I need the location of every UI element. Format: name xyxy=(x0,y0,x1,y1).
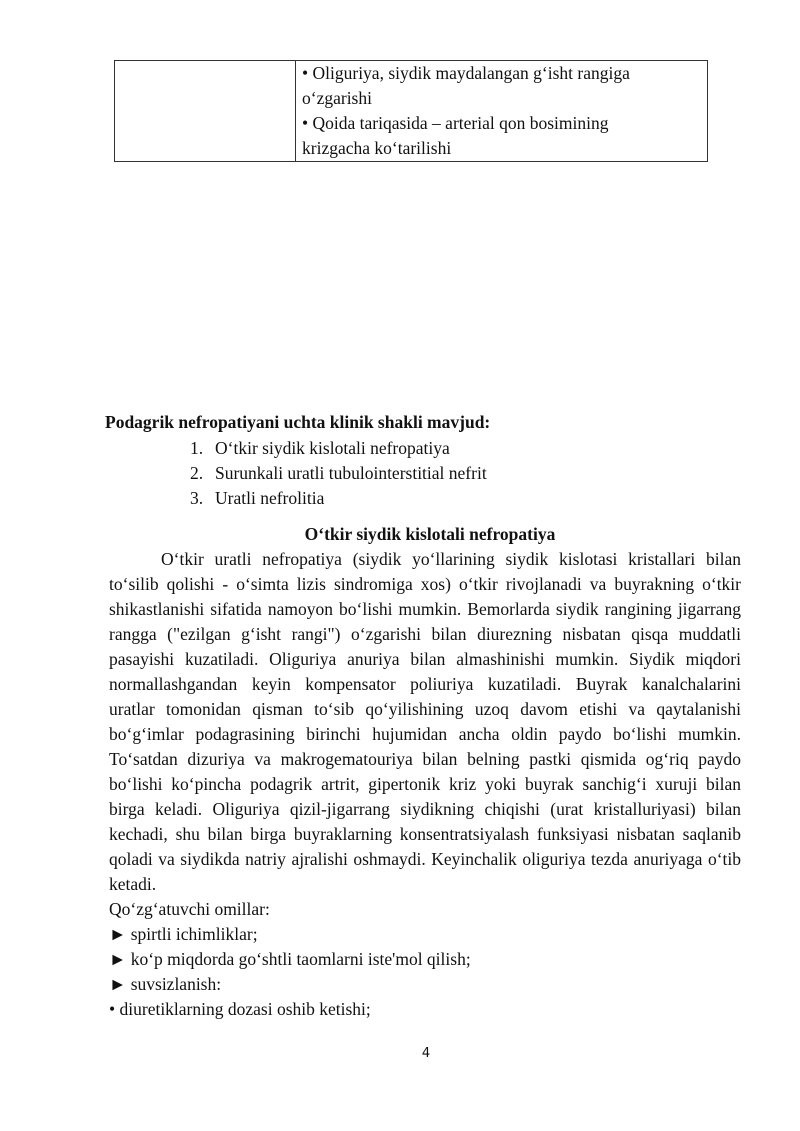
list-item-text: Uratli nefrolitia xyxy=(215,488,325,508)
paragraph-line: shikastlanishi sifatida namoyon bo‘lishi mumkin. Bemorlarda siydik rangining jigarrang xyxy=(109,599,741,619)
paragraph-line: uratlar tomonidan qisman to‘sib qo‘yilishining uzoq davom etishi va qaytalanishi xyxy=(109,699,741,719)
paragraph-line: to‘silib qolishi - o‘simta lizis sindromiga xos) o‘tkir rivojlanadi va buyrakning o‘tkir xyxy=(109,574,741,594)
paragraph-line: birga keladi. Oliguriya qizil-jigarrang siydikning chiqishi (urat kristalluriyasi) bilan xyxy=(109,799,741,819)
list-item: ► spirtli ichimliklar; xyxy=(109,924,258,944)
list-item-number: 1. xyxy=(190,438,204,458)
subsection-title: O‘tkir siydik kislotali nefropatiya xyxy=(304,524,556,544)
table-cell-line: o‘zgarishi xyxy=(302,88,372,108)
paragraph-line: kechadi, shu bilan birga buyraklarning konsentratsiyalash funksiyasi nisbatan saqlanib xyxy=(109,824,741,844)
paragraph-line: normallashgandan keyin kompensator poliuriya kuzatiladi. Buyrak kanalchalarini xyxy=(109,674,741,694)
paragraph-line: qoladi va siydikda natriy ajralishi oshmaydi. Keyinchalik oliguriya tezda anuriyaga o‘tib xyxy=(109,849,741,869)
paragraph-line: bo‘g‘imlar podagrasining birinchi hujumidan ancha oldin paydo bo‘lishi mumkin. xyxy=(109,724,741,744)
clinical-forms-list xyxy=(190,436,487,511)
table-cell-line: krizgacha ko‘tarilishi xyxy=(302,138,452,158)
list-item-text: Surunkali uratli tubulointerstitial nefrit xyxy=(215,463,487,483)
paragraph-line: To‘satdan dizuriya va makrogematouriya bilan belning pastki qismida og‘riq paydo xyxy=(109,749,741,769)
paragraph-line: bo‘lishi ko‘pincha podagrik artrit, gipertonik kriz yoki buyrak sanchig‘i xuruji bilan xyxy=(109,774,741,794)
table-cell-right xyxy=(296,61,708,162)
symptom-table xyxy=(114,60,708,162)
list-item: ► ko‘p miqdorda go‘shtli taomlarni iste'mol qilish; xyxy=(109,949,471,969)
table-cell-line: • Oliguriya, siydik maydalangan g‘isht rangiga xyxy=(302,63,630,83)
list-item-text: O‘tkir siydik kislotali nefropatiya xyxy=(215,438,450,458)
list-item: ► suvsizlanish: xyxy=(109,974,222,994)
page-number: 4 xyxy=(421,1046,431,1061)
paragraph-line: pasayishi kuzatiladi. Oliguriya anuriya bilan almashinishi mumkin. Siydik miqdori xyxy=(109,649,741,669)
list-item: • diuretiklarning dozasi oshib ketishi; xyxy=(109,999,371,1019)
table-cell-line: • Qoida tariqasida – arterial qon bosimining xyxy=(302,113,609,133)
list-item-number: 2. xyxy=(190,463,204,483)
paragraph-line: rangga ("ezilgan g‘isht rangi") o‘zgarishi bilan diurezning nisbatan qisqa muddatli xyxy=(109,624,741,644)
table-cell-left xyxy=(115,61,296,162)
list-item xyxy=(190,486,487,511)
list-item xyxy=(190,436,487,461)
factors-title: Qo‘zg‘atuvchi omillar: xyxy=(109,899,270,919)
body-paragraph xyxy=(109,547,741,897)
table-row xyxy=(115,61,708,162)
paragraph-line: ketadi. xyxy=(109,874,157,894)
list-item-number: 3. xyxy=(190,488,204,508)
list-item xyxy=(190,461,487,486)
paragraph-line: O‘tkir uratli nefropatiya (siydik yo‘llarining siydik kislotasi kristallari bilan xyxy=(161,549,741,569)
section-heading: Podagrik nefropatiyani uchta klinik shakli mavjud: xyxy=(105,412,491,432)
factors-list xyxy=(109,897,471,1022)
